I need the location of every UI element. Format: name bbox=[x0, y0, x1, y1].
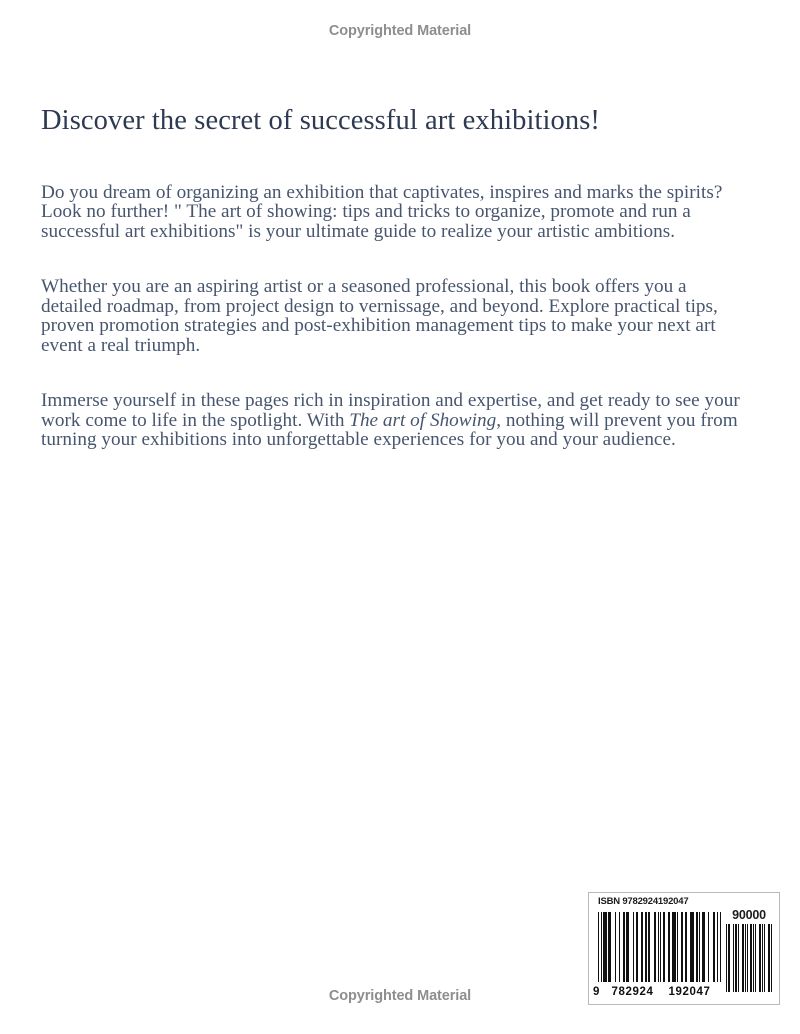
copyrighted-material-bottom: Copyrighted Material bbox=[328, 988, 472, 1004]
ean5-addon-bars bbox=[726, 924, 772, 992]
work-title: The art of Showing bbox=[349, 409, 497, 431]
blurb-content bbox=[41, 103, 741, 450]
blurb-paragraph-3-tail: , nothing will prevent you from turning your exhibitions into unforgettable experiences for you and your audience. bbox=[41, 409, 738, 451]
blurb-paragraphs bbox=[41, 183, 741, 450]
blurb-paragraph-3 bbox=[41, 391, 741, 450]
copyrighted-material-top: Copyrighted Material bbox=[328, 23, 472, 39]
ean-right-group: 192047 bbox=[668, 986, 711, 998]
blurb-paragraph-1: Do you dream of organizing an exhibition that captivates, inspires and marks the spirits? Look no further! " The art of showing: tips and tricks to organize, promote and run a successful art exhibitions" is your ultimate guide to realize your artistic ambitions. bbox=[41, 181, 723, 242]
page-title: Discover the secret of successful art exhibitions! bbox=[41, 105, 600, 136]
blurb-paragraph-2: Whether you are an aspiring artist or a seasoned professional, this book offers you a detailed roadmap, from project design to vernissage, and beyond. Explore practical tips, proven promotion strategies and post-exhibition management tips to make your next art event a real triumph. bbox=[41, 276, 718, 356]
ean13-bars bbox=[598, 912, 721, 982]
ean-left-group: 782924 bbox=[611, 986, 654, 998]
isbn-caption: ISBN 9782924192047 bbox=[598, 896, 689, 907]
blurb-paragraph-3-lead: Immerse yourself in these pages rich in inspiration and expertise, and get ready to see your work come to life in the spotlight. With bbox=[41, 390, 740, 431]
ean-lead-digit: 9 bbox=[593, 986, 600, 998]
addon-price-caption: 90000 bbox=[732, 908, 766, 922]
